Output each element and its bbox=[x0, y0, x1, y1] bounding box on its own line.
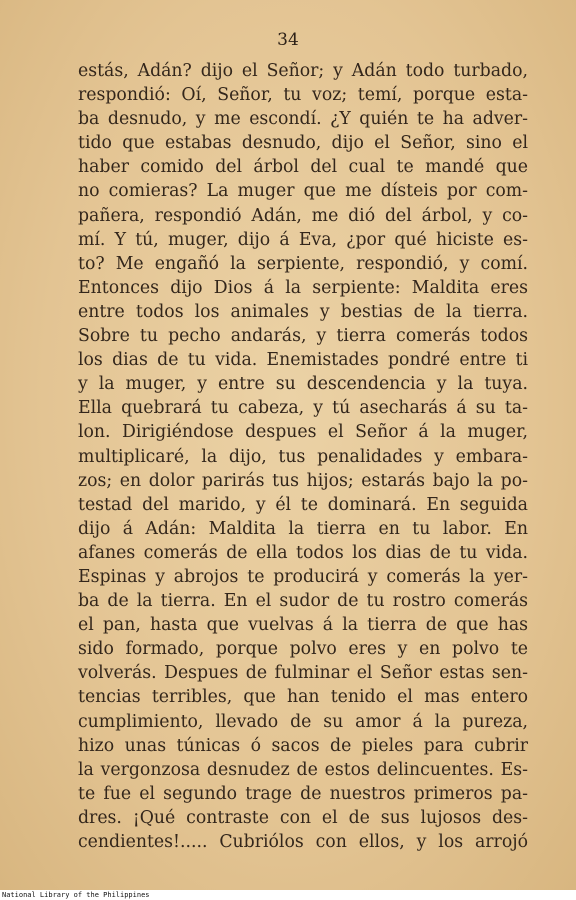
text-line: pañera, respondió Adán, me dió del árbol, y co- bbox=[78, 205, 528, 226]
text-line: Sobre tu pecho andarás, y tierra comerás todos bbox=[78, 326, 528, 347]
text-line: cumplimiento, llevado de su amor á la pureza, bbox=[78, 711, 528, 732]
text-line: la vergonzosa desnudez de estos delincuentes. Es- bbox=[78, 759, 528, 780]
text-line: el pan, hasta que vuelvas á la tierra de que has bbox=[78, 615, 528, 636]
text-line: afanes comerás de ella todos los dias de tu vida. bbox=[78, 542, 528, 563]
text-line: dres. ¡Qué contraste con el de sus lujosos des- bbox=[78, 807, 528, 828]
page-number: 34 bbox=[277, 30, 299, 50]
text-line: hizo unas túnicas ó sacos de pieles para cubrir bbox=[78, 735, 528, 756]
text-line: entre todos los animales y bestias de la tierra. bbox=[78, 301, 528, 322]
text-line: testad del marido, y él te dominará. En seguida bbox=[78, 494, 528, 515]
text-line: Ella quebrará tu cabeza, y tú asecharás á su ta- bbox=[78, 398, 528, 419]
text-line: multiplicaré, la dijo, tus penalidades y embara- bbox=[78, 446, 528, 467]
text-line: cendientes!..... Cubriólos con ellos, y los arrojó bbox=[78, 832, 528, 852]
text-line: Espinas y abrojos te producirá y comerás la yer- bbox=[78, 566, 528, 587]
text-line: ba de la tierra. En el sudor de tu rostro comerás bbox=[78, 591, 528, 612]
text-line: no comieras? La muger que me dísteis por com- bbox=[78, 181, 528, 202]
text-line: mí. Y tú, muger, dijo á Eva, ¿por qué hiciste es- bbox=[78, 229, 528, 250]
text-line: to? Me engañó la serpiente, respondió, y comí. bbox=[78, 253, 528, 274]
text-line: haber comido del árbol del cual te mandé que bbox=[78, 157, 528, 178]
text-line: lon. Dirigiéndose despues el Señor á la muger, bbox=[78, 422, 528, 443]
text-line: zos; en dolor parirás tus hijos; estarás bajo la po- bbox=[78, 470, 528, 491]
text-line: dijo á Adán: Maldita la tierra en tu labor. En bbox=[78, 518, 528, 539]
text-line: estás, Adán? dijo el Señor; y Adán todo turbado, bbox=[78, 61, 528, 81]
text-line: tencias terribles, que han tenido el mas entero bbox=[78, 687, 528, 708]
text-line: Entonces dijo Dios á la serpiente: Maldita eres bbox=[78, 277, 528, 298]
text-line: respondió: Oí, Señor, tu voz; temí, porque esta- bbox=[78, 85, 528, 106]
text-line: ba desnudo, y me escondí. ¿Y quién te ha adver- bbox=[78, 109, 528, 130]
text-line: tido que estabas desnudo, dijo el Señor, sino el bbox=[78, 133, 528, 154]
text-line: los dias de tu vida. Enemistades pondré entre ti bbox=[78, 350, 528, 371]
text-line: te fue el segundo trage de nuestros primeros pa- bbox=[78, 783, 528, 804]
text-line: sido formado, porque polvo eres y en polvo te bbox=[78, 639, 528, 660]
text-line: volverás. Despues de fulminar el Señor estas sen- bbox=[78, 663, 528, 684]
library-credit: National Library of the Philippines bbox=[2, 891, 150, 899]
text-line: y la muger, y entre su descendencia y la tuya. bbox=[78, 374, 528, 395]
page-body-text bbox=[78, 59, 528, 854]
